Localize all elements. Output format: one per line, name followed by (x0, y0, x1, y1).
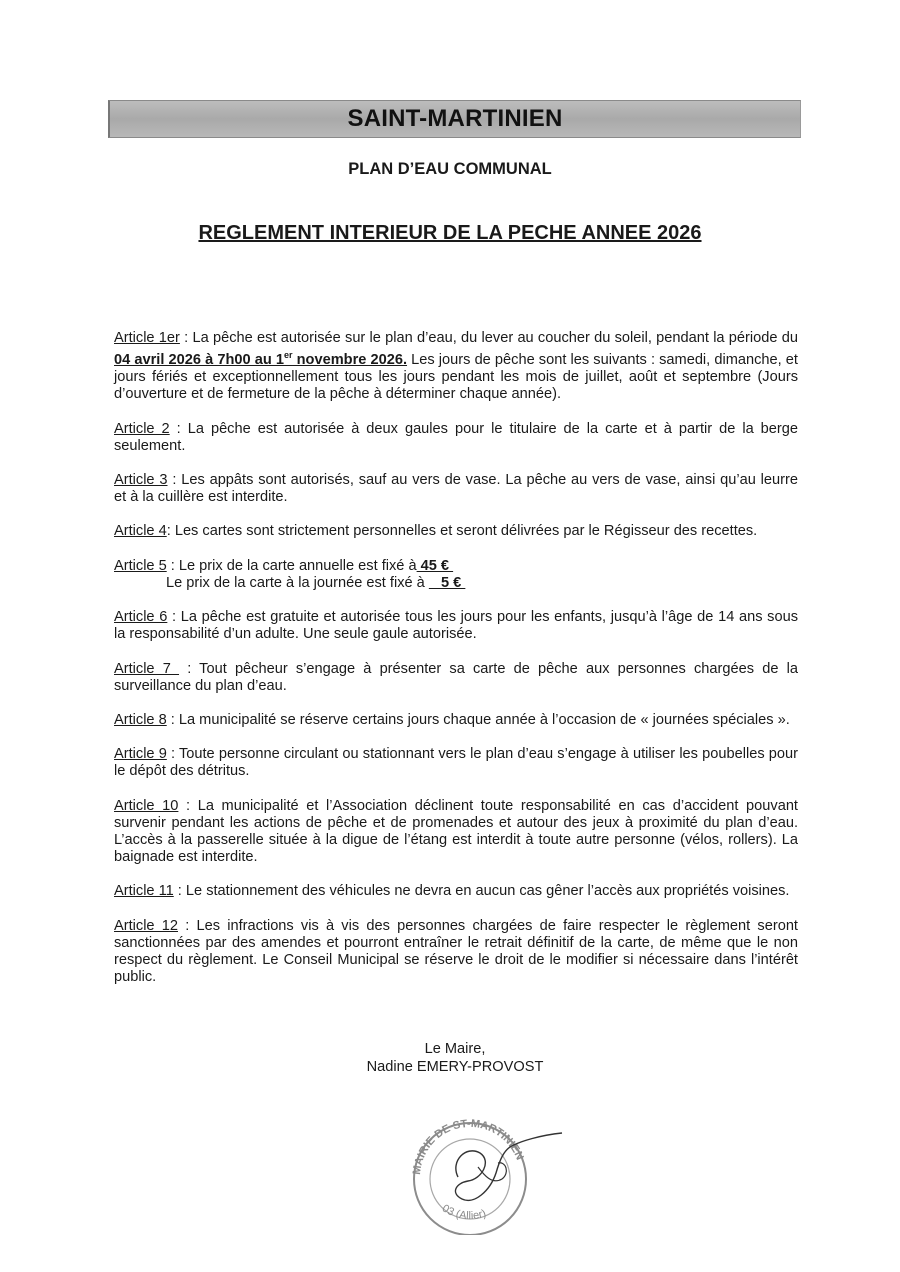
article-2 (114, 421, 798, 455)
article-label: Article 8 (114, 711, 167, 728)
article-label: Article 10 (114, 797, 179, 814)
article-text: : La municipalité et l’Association déclinent toute responsabilité en cas d’accident pouvant survenir pendant les actions de pêche et de promenades et autour des jeux à proximité du plan d’eau. L’accès à la passerelle située à la digue de l’étang est interdit à toute autre personne (vélos, rollers). La baignade est interdite. (114, 797, 798, 866)
signatory-role: Le Maire, (424, 1041, 486, 1057)
signature-flourish (478, 1163, 506, 1181)
article-label: Article 5 (114, 557, 167, 574)
article-4 (114, 523, 798, 540)
season-dates-end: novembre 2026. (292, 352, 408, 369)
annual-price: 45 € (416, 557, 454, 574)
article-label: Article 7 (114, 660, 180, 677)
article-text: : La municipalité se réserve certains jours chaque année à l’occasion de « journées spéciales ». (166, 711, 790, 728)
ordinal-suffix: er (284, 350, 293, 361)
article-text: : La pêche est autorisée sur le plan d’eau, du lever au coucher du soleil, pendant la période du (179, 330, 798, 346)
article-8 (114, 712, 798, 729)
article-text: : Les appâts sont autorisés, sauf au vers de vase. La pêche au vers de vase, ainsi qu’au leurre et à la cuillère est interdite. (114, 472, 798, 506)
article-label: Article 12 (114, 917, 178, 934)
stamp-text-bottom: 03 (Allier) (439, 1202, 488, 1223)
article-12 (114, 918, 798, 987)
articles-list (114, 330, 798, 1003)
article-label: Article 11 (114, 883, 174, 900)
article-1 (114, 330, 798, 404)
signatory-name: Nadine EMERY-PROVOST (366, 1059, 544, 1075)
commune-banner (108, 100, 801, 138)
article-text: : Les cartes sont strictement personnelles et seront délivrées par le Régisseur des recettes. (166, 523, 758, 540)
article-label: Article 9 (114, 746, 167, 763)
article-11 (114, 883, 798, 900)
season-dates-start: 04 avril 2026 à 7h00 au 1 (114, 352, 284, 369)
article-9 (114, 746, 798, 780)
article-text: : La pêche est autorisée à deux gaules pour le titulaire de la carte et à partir de la berge seulement. (114, 420, 799, 454)
article-text: : Les infractions vis à vis des personnes chargées de faire respecter le règlement seront sanctionnées par des amendes et pourront entraîner le retrait définitif de la carte, de même que le non respect du règlement. Le Conseil Municipal se réserve le droit de le modifier si nécessaire dans l’intérêt public. (114, 917, 798, 986)
article-label: Article 3 (114, 472, 168, 489)
commune-name: SAINT-MARTINIEN (347, 105, 563, 132)
article-text: : Toute personne circulant ou stationnant vers le plan d’eau s’engage à utiliser les poubelles pour le dépôt des détritus. (114, 746, 799, 780)
article-text: : La pêche est gratuite et autorisée tous les jours pour les enfants, jusqu’à l’âge de 14 ans sous la responsabilité d’un adulte. Une seule gaule autorisée. (114, 609, 798, 643)
document-title: REGLEMENT INTERIEUR DE LA PECHE ANNEE 2026 (198, 222, 702, 244)
daily-price: 5 € (428, 574, 466, 591)
article-text: Les jours de pêche sont les suivants : samedi, dimanche, et jours fériés et exceptionnellement tous les jours pendant les mois de juillet, août et septembre (Jours d’ouverture et de fermeture de la pêche à déterminer chaque année). (114, 352, 798, 403)
article-label: Article 4 (114, 523, 167, 540)
annual-price-text: : Le prix de la carte annuelle est fixé à (166, 557, 417, 574)
stamp-text-top: MAIRIE DE ST-MARTINIEN (410, 1117, 526, 1176)
official-stamp-and-signature (392, 1115, 567, 1235)
article-label: Article 2 (114, 420, 170, 437)
daily-price-text: Le prix de la carte à la journée est fixé à (166, 574, 429, 591)
article-7 (114, 661, 798, 695)
article-label: Article 6 (114, 609, 168, 626)
season-dates (114, 352, 407, 368)
article-5 (114, 558, 798, 592)
article-text: : Tout pêcheur s’engage à présenter sa carte de pêche aux personnes chargées de la surveillance du plan d’eau. (114, 660, 798, 694)
article-6 (114, 609, 798, 643)
document-subtitle: PLAN D’EAU COMMUNAL (348, 160, 552, 178)
article-10 (114, 798, 798, 867)
signature-block (300, 1040, 610, 1076)
article-text: : Le stationnement des véhicules ne devra en aucun cas gêner l’accès aux propriétés voisines. (173, 883, 790, 900)
daily-price-line (114, 575, 798, 592)
article-label: Article 1er (114, 330, 180, 346)
article-3 (114, 472, 798, 506)
